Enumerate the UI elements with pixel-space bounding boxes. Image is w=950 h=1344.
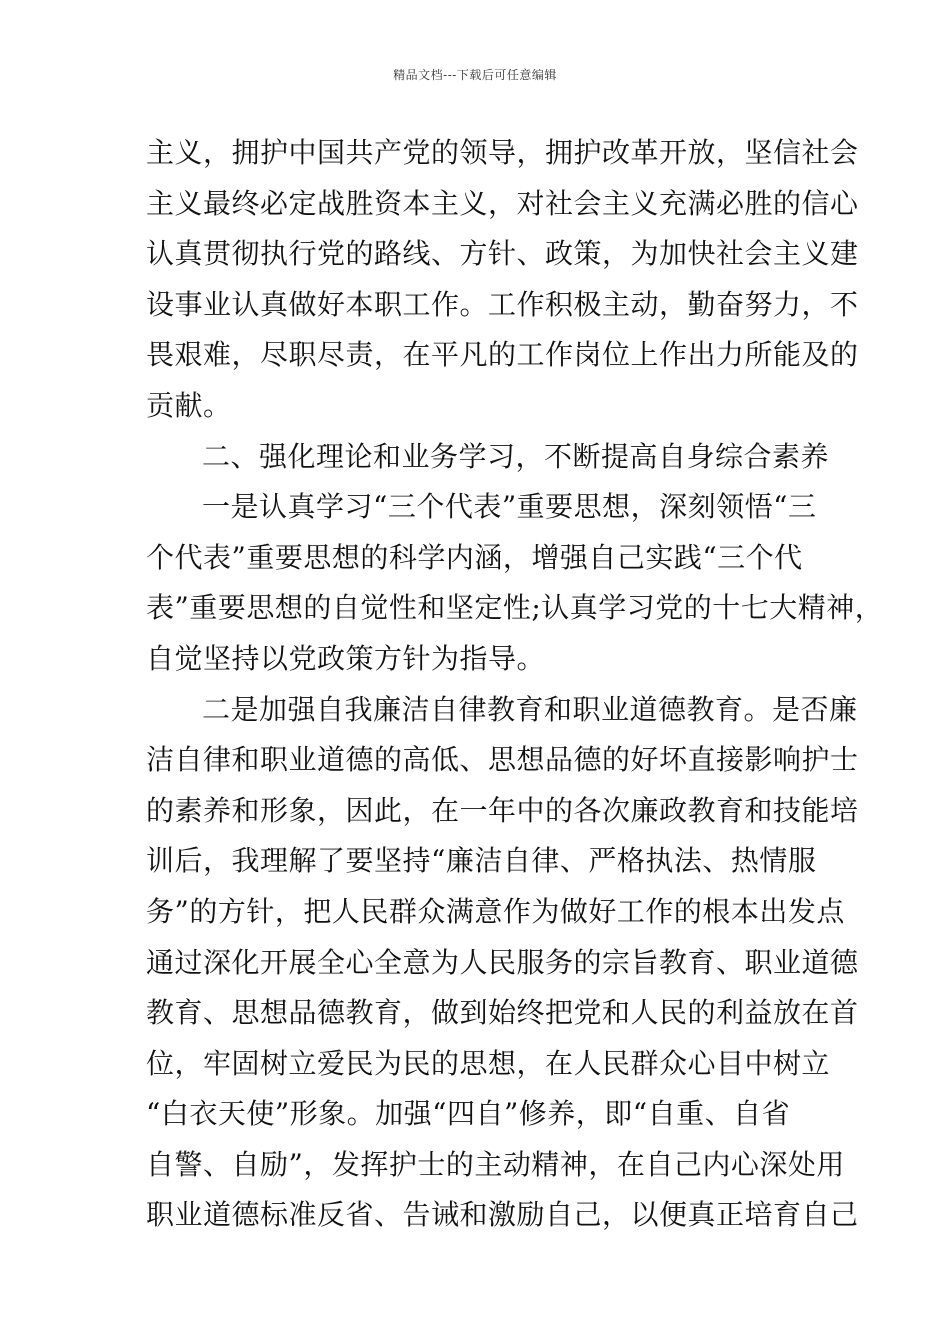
text-line: 务”的方针，把人民群众满意作为做好工作的根本出发点 [146, 894, 845, 928]
text-line: 主义，拥护中国共产党的领导，拥护改革开放，坚信社会 [146, 136, 859, 169]
text-line: 主义最终必定战胜资本主义，对社会主义充满必胜的信心 [146, 186, 859, 220]
text-line: 教育、思想品德教育，做到始终把党和人民的利益放在首 [146, 996, 859, 1030]
text-line: 畏艰难，尽职尽责，在平凡的工作岗位上作出力所能及的 [146, 338, 859, 372]
text-line: “白衣天使”形象。加强“四自”修养，即“自重、自省 [146, 1097, 791, 1131]
text-line: 认真贯彻执行党的路线、方针、政策，为加快社会主义建 [146, 237, 859, 271]
text-line: 的素养和形象，因此，在一年中的各次廉政教育和技能培 [146, 793, 859, 827]
text-line: 设事业认真做好本职工作。工作积极主动，勤奋努力，不 [146, 287, 859, 321]
text-line: 表”重要思想的自觉性和坚定性;认真学习党的十七大精神， [146, 591, 884, 625]
document-body [146, 128, 884, 1241]
text-line: 通过深化开展全心全意为人民服务的宗旨教育、职业道德 [146, 945, 859, 979]
text-line: 一是认真学习“三个代表”重要思想，深刻领悟“三 [202, 490, 817, 524]
text-line: 二、强化理论和业务学习，不断提高自身综合素养 [202, 439, 830, 473]
text-line: 训后，我理解了要坚持“廉洁自律、严格执法、热情服 [146, 844, 817, 878]
text-line: 二是加强自我廉洁自律教育和职业道德教育。是否廉 [202, 692, 858, 726]
text-line: 自警、自励”，发挥护士的主动精神，在自己内心深处用 [146, 1147, 845, 1181]
text-line: 贡献。 [146, 388, 232, 422]
text-line: 位，牢固树立爱民为民的思想，在人民群众心目中树立 [146, 1046, 831, 1080]
text-line: 职业道德标准反省、告诫和激励自己，以便真正培育自己 [146, 1198, 859, 1232]
page-header: 精品文档---下载后可任意编辑 [393, 68, 557, 82]
text-line: 洁自律和职业道德的高低、思想品德的好坏直接影响护士 [146, 743, 859, 777]
text-line: 个代表”重要思想的科学内涵，增强自己实践“三个代 [146, 540, 803, 574]
text-line: 自觉坚持以党政策方针为指导。 [146, 641, 546, 675]
